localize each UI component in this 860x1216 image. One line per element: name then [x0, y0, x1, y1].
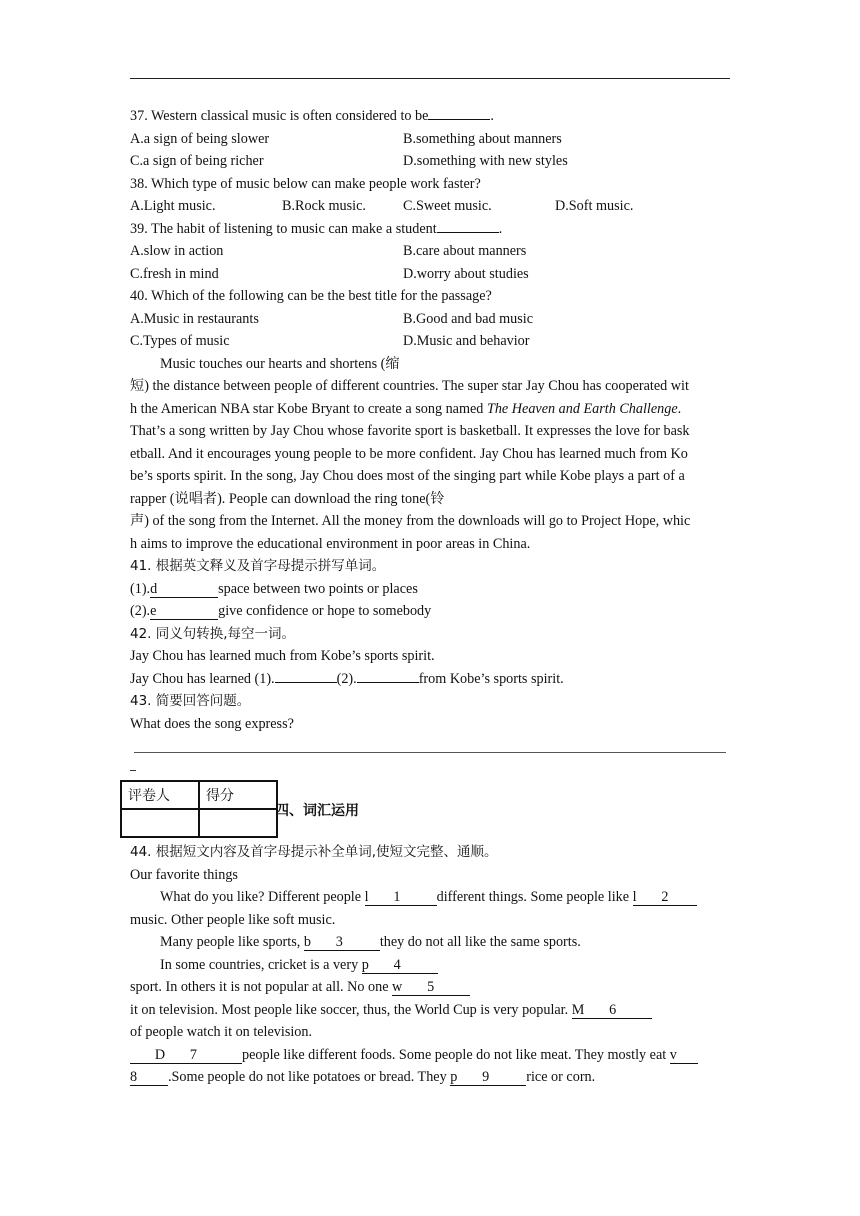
- q40-option-d: D.Music and behavior: [403, 333, 530, 349]
- q44-line-7: of people watch it on television.: [130, 1024, 313, 1040]
- q37-option-b: B.something about manners: [403, 130, 562, 147]
- q41-item-2-definition: give confidence or hope to somebody: [218, 603, 432, 619]
- q39-option-b: B.care about manners: [403, 243, 527, 259]
- q41-item-1-number: (1).: [130, 580, 151, 597]
- q37-options-ab: [130, 128, 732, 151]
- q37-stem: [130, 105, 732, 128]
- grader-table: [120, 780, 278, 838]
- q42-blank-2[interactable]: [357, 668, 419, 683]
- passage-line-3: [130, 398, 732, 421]
- q44-blank-1[interactable]: l 1: [365, 889, 437, 906]
- q44-heading: Our favorite things: [130, 866, 238, 883]
- q41-item-1-definition: space between two points or places: [218, 580, 418, 597]
- q41-title: 41. 根据英文释义及首字母提示拼写单词。: [130, 558, 386, 574]
- q44-text: What do you like? Different people: [160, 889, 365, 905]
- q44-blank-7[interactable]: D 7: [130, 1047, 242, 1064]
- q38-stem: 38. Which type of music below can make people work faster?: [130, 175, 481, 192]
- grader-reviewer-cell: [121, 809, 199, 837]
- grader-reviewer-label: 评卷人: [121, 781, 199, 809]
- q44-blank-3[interactable]: b 3: [304, 934, 380, 951]
- passage-line-9: h aims to improve the educational environment in poor areas in China.: [130, 535, 531, 552]
- q44-blank-6[interactable]: M 6: [572, 1002, 652, 1019]
- q40-option-a: A.Music in restaurants: [130, 310, 259, 327]
- q44-text: they do not all like the same sports.: [379, 934, 581, 950]
- q42-blank-1[interactable]: [275, 668, 337, 683]
- q37-options-cd: [130, 150, 732, 173]
- q37-text: 37. Western classical music is often considered to be: [130, 108, 429, 124]
- q38-option-d: D.Soft music.: [555, 198, 634, 214]
- q38-option-b: B.Rock music.: [282, 198, 366, 214]
- q39-option-d: D.worry about studies: [403, 265, 529, 282]
- q44-text: people like different foods. Some people do not like meat. They mostly eat: [242, 1046, 670, 1063]
- questions-block: [130, 105, 732, 735]
- q41-item-2-number: (2).: [130, 603, 151, 619]
- q43-answer-line[interactable]: [134, 752, 726, 753]
- q42-text-a: Jay Chou has learned (1).: [130, 670, 275, 687]
- q40-option-b: B.Good and bad music: [403, 310, 534, 327]
- q38-options: [130, 195, 732, 218]
- passage-line-6: be’s sports spirit. In the song, Jay Chou does most of the singing part while Kobe plays a part of a: [130, 468, 685, 484]
- passage-line-8: 声) of the song from the Internet. All the money from the downloads will go to Project Hope, whic: [130, 513, 691, 529]
- q40-options-cd: [130, 330, 732, 353]
- q39-blank: [437, 218, 499, 233]
- q44-title: 44. 根据短文内容及首字母提示补全单词,使短文完整、通顺。: [130, 844, 498, 860]
- passage-line-1: Music touches our hearts and shortens (缩: [160, 355, 400, 372]
- q44-line-4: [130, 954, 732, 977]
- q39-option-c: C.fresh in mind: [130, 265, 219, 282]
- q37-option-d: D.something with new styles: [403, 153, 568, 169]
- header-rule: [130, 78, 730, 79]
- q44-block: [130, 841, 732, 1089]
- q44-line-5: [130, 976, 732, 999]
- q41-item-2: [130, 600, 732, 623]
- q39-option-a: A.slow in action: [130, 243, 224, 259]
- q44-text: it on television. Most people like soccer, thus, the World Cup is very popular.: [130, 1001, 572, 1018]
- q44-text: Many people like sports,: [160, 934, 304, 950]
- grader-score-label: 得分: [199, 781, 277, 809]
- q43-question: What does the song express?: [130, 715, 294, 732]
- q44-line-3: [130, 931, 732, 954]
- passage-line-4: That’s a song written by Jay Chou whose favorite sport is basketball. It expresses the love for bask: [130, 423, 690, 439]
- q44-line-2: music. Other people like soft music.: [130, 911, 336, 928]
- q44-blank-4[interactable]: p 4: [362, 957, 438, 974]
- q37-blank: [428, 105, 490, 120]
- grader-score-cell: [199, 809, 277, 837]
- q40-option-c: C.Types of music: [130, 333, 230, 349]
- q37-option-a: A.a sign of being slower: [130, 130, 270, 147]
- section-heading: 四、词汇运用: [275, 803, 359, 819]
- q41-blank-1[interactable]: d: [150, 581, 218, 598]
- q39-end: .: [498, 220, 503, 237]
- q43-title: 43. 简要回答问题。: [130, 693, 251, 709]
- q40-options-ab: [130, 308, 732, 331]
- passage-line-2: 短) the distance between people of different countries. The super star Jay Chou has cooperated wit: [130, 378, 689, 394]
- song-title: The Heaven and Earth Challenge: [486, 400, 678, 417]
- q39-stem: [130, 218, 732, 241]
- q40-stem: 40. Which of the following can be the best title for the passage?: [130, 288, 492, 304]
- q42-title: 42. 同义句转换,每空一词。: [130, 625, 296, 642]
- q43-answer-line-end: [130, 770, 136, 771]
- q44-text: In some countries, cricket is a very: [160, 956, 362, 973]
- passage-line-7: rapper (说唱者). People can download the ring tone(铃: [130, 490, 445, 507]
- q44-blank-8-start[interactable]: v: [670, 1047, 698, 1064]
- q44-blank-8[interactable]: 8: [130, 1069, 168, 1086]
- q39-options-cd: [130, 263, 732, 286]
- q42-text-b: (2).: [336, 670, 357, 687]
- q44-line-8: [130, 1044, 732, 1067]
- q39-text: 39. The habit of listening to music can make a student: [130, 220, 437, 237]
- q44-text: .Some people do not like potatoes or bread. They: [168, 1069, 451, 1085]
- q44-blank-9[interactable]: p 9: [450, 1069, 526, 1086]
- q38-option-a: A.Light music.: [130, 198, 216, 214]
- q44-text: rice or corn.: [526, 1069, 596, 1085]
- q44-text: sport. In others it is not popular at all. No one: [130, 979, 393, 995]
- q39-options-ab: [130, 240, 732, 263]
- q44-line-6: [130, 999, 732, 1022]
- q37-end: .: [490, 108, 494, 124]
- q42-text-c: from Kobe’s sports spirit.: [418, 670, 564, 687]
- q42-sentence-2: [130, 668, 732, 691]
- passage-text: h the American NBA star Kobe Bryant to create a song named: [130, 400, 487, 417]
- q38-option-c: C.Sweet music.: [403, 198, 492, 214]
- passage-period: .: [677, 400, 682, 417]
- q44-blank-2[interactable]: l 2: [633, 889, 697, 906]
- q41-item-1: [130, 578, 732, 601]
- q44-line-1: [130, 886, 732, 909]
- passage-line-5: etball. And it encourages young people to be more confident. Jay Chou has learned much from Ko: [130, 445, 688, 462]
- q44-blank-5[interactable]: w 5: [392, 979, 470, 996]
- q44-line-9: [130, 1066, 732, 1089]
- q44-text: different things. Some people like: [436, 889, 633, 905]
- q37-option-c: C.a sign of being richer: [130, 153, 264, 169]
- q41-blank-2[interactable]: e: [150, 603, 218, 620]
- q42-sentence-1: Jay Chou has learned much from Kobe’s sports spirit.: [130, 648, 435, 664]
